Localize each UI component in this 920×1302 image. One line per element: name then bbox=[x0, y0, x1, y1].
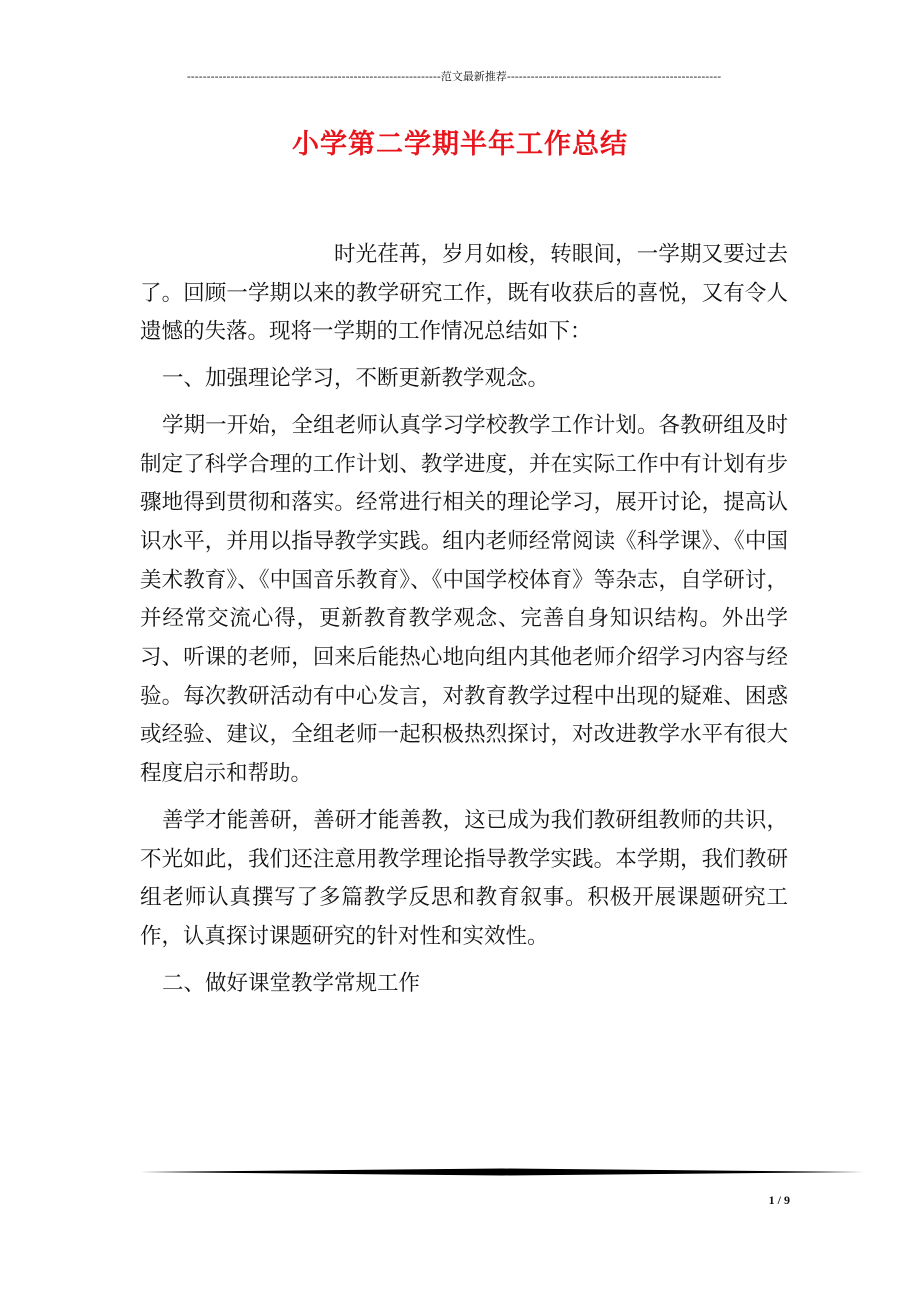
document-title: 小学第二学期半年工作总结 bbox=[292, 129, 628, 160]
page-number: 1 / 9 bbox=[768, 1193, 790, 1207]
header-banner: ----------------------------------------------------------------范文最新推荐------------------------------------------------------ bbox=[186, 70, 722, 83]
paragraph-research: 善学才能善研，善研才能善教，这已成为我们教研组教师的共识，不光如此，我们还注意用教学理论指导教学实践。本学期，我们教研组老师认真撰写了多篇教学反思和教育叙事。积极开展课题研究工作，认真探讨课题研究的针对性和实效性。 bbox=[140, 807, 788, 949]
document-body bbox=[140, 236, 788, 1011]
paragraph-theory-study: 学期一开始，全组老师认真学习学校教学工作计划。各教研组及时制定了科学合理的工作计划、教学进度，并在实际工作中有计划有步骤地得到贯彻和落实。经常进行相关的理论学习，展开讨论，提高认识水平，并用以指导教学实践。组内老师经常阅读《科学课》、《中国美术教育》、《中国音乐教育》、《中国学校体育》等杂志，自学研讨，并经常交流心得，更新教育教学观念、完善自身知识结构。外出学习、听课的老师，回来后能热心地向组内其他老师介绍学习内容与经验。每次教研活动有中心发言，对教育教学过程中出现的疑难、困惑或经验、建议，全组老师一起积极热烈探讨，对改进教学水平有很大程度启示和帮助。 bbox=[140, 412, 788, 787]
section-heading-2: 二、做好课堂教学常规工作 bbox=[162, 970, 421, 996]
footer-divider bbox=[140, 1168, 864, 1176]
section-heading-1: 一、加强理论学习，不断更新教学观念。 bbox=[162, 366, 550, 392]
paragraph-intro: 时光荏苒，岁月如梭，转眼间，一学期又要过去了。回顾一学期以来的教学研究工作，既有收获后的喜悦，又有令人遗憾的失落。现将一学期的工作情况总结如下： bbox=[140, 242, 788, 345]
